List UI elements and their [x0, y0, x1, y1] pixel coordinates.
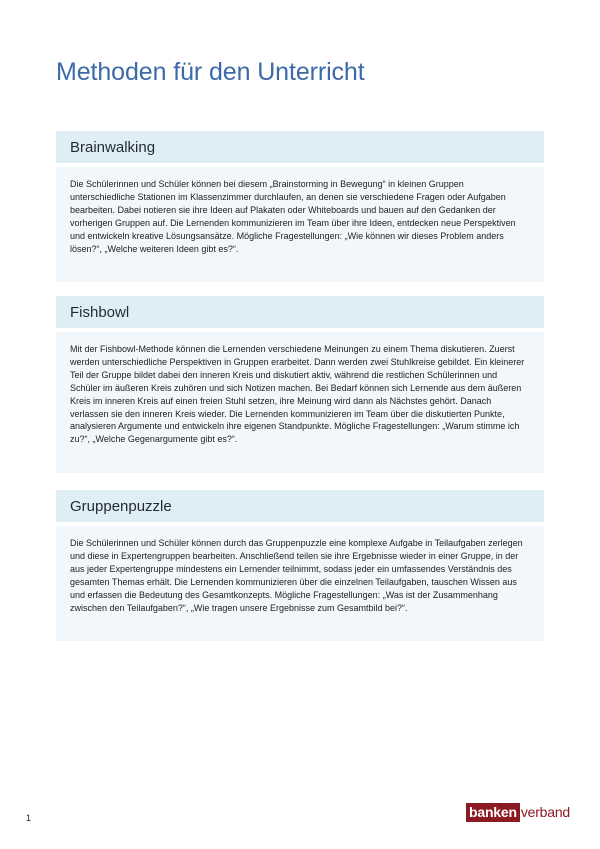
section-text: Mit der Fishbowl-Methode können die Lernenden verschiedene Meinungen zu einem Thema diskutieren. Zuerst werden unterschiedliche Perspektiven in Gruppen erarbeitet. Dann werden zwei Stuhlkreise gebildet. Ein kleinerer Teil der Gruppe bildet dabei den inneren Kreis und diskutiert aktiv, während die restlichen Schülerinnen und Schüler im äußeren Kreis zuhören und sich Notizen machen. Bei Bedarf können sich Lernende aus dem äußeren Kreis im inneren Kreis auf einen freien Stuhl setzen, ihre Meinung wird dann als Nächstes gehört. Danach verlassen sie den inneren Kreis wieder. Die Lernenden kommunizieren im Team über die diskutierten Punkte, analysieren Argumente und entwickeln ihre eigenen Standpunkte. Mögliche Fragestellungen: „Warum stimme ich zu?“, „Welche Gegenargumente gibt es?“.: [70, 344, 525, 445]
logo-text: verband: [520, 804, 571, 820]
method-section-brainwalking: [56, 131, 544, 282]
page-title: Methoden für den Unterricht: [56, 58, 365, 86]
section-text: Die Schülerinnen und Schüler können durch das Gruppenpuzzle eine komplexe Aufgabe in Teilaufgaben zerlegen und diese in Expertengruppen bearbeiten. Anschließend teilen sie ihre Ergebnisse wieder in einer Gruppe, in der aus jeder Expertengruppe mindestens ein Lernender teilnimmt, sodass jeder ein umfassendes Verständnis des gesamten Themas erhält. Die Lernenden kommunizieren über die einzelnen Teilaufgaben, tauschen Wissen aus und erfassen die Bedeutung des Gesamtkonzepts. Mögliche Fragestellungen: „Was ist der Zusammenhang zwischen den Teilaufgaben?“, „Wie tragen unsere Ergebnisse zum Gesamtbild bei?“.: [70, 538, 523, 613]
page-number: 1: [26, 813, 32, 823]
section-header: [56, 490, 544, 522]
section-title: Gruppenpuzzle: [70, 497, 172, 515]
section-text: Die Schülerinnen und Schüler können bei diesem „Brainstorming in Bewegung“ in kleinen Gruppen unterschiedliche Stationen im Klassenzimmer durchlaufen, an denen sie verschiedene Fragen oder Aufgaben bearbeiten. Dabei notieren sie ihre Ideen auf Plakaten oder Whiteboards und bauen auf den Gedanken der vorherigen Gruppen auf. Die Lernenden kommunizieren im Team über ihre Ideen, entdecken neue Perspektiven und entwickeln kreative Lösungsansätze. Mögliche Fragestellungen: „Wie können wir dieses Problem anders lösen?“, „Welche weiteren Ideen gibt es?“.: [70, 179, 516, 254]
section-header: [56, 131, 544, 163]
bankenverband-logo: [466, 802, 570, 822]
section-body: [56, 526, 544, 641]
section-title: Brainwalking: [70, 138, 156, 156]
section-body: [56, 332, 544, 473]
section-header: [56, 296, 544, 328]
section-body: [56, 167, 544, 282]
section-title: Fishbowl: [70, 303, 130, 321]
method-section-gruppenpuzzle: [56, 490, 544, 641]
method-section-fishbowl: [56, 296, 544, 473]
logo-text-boxed: banken: [466, 803, 520, 822]
